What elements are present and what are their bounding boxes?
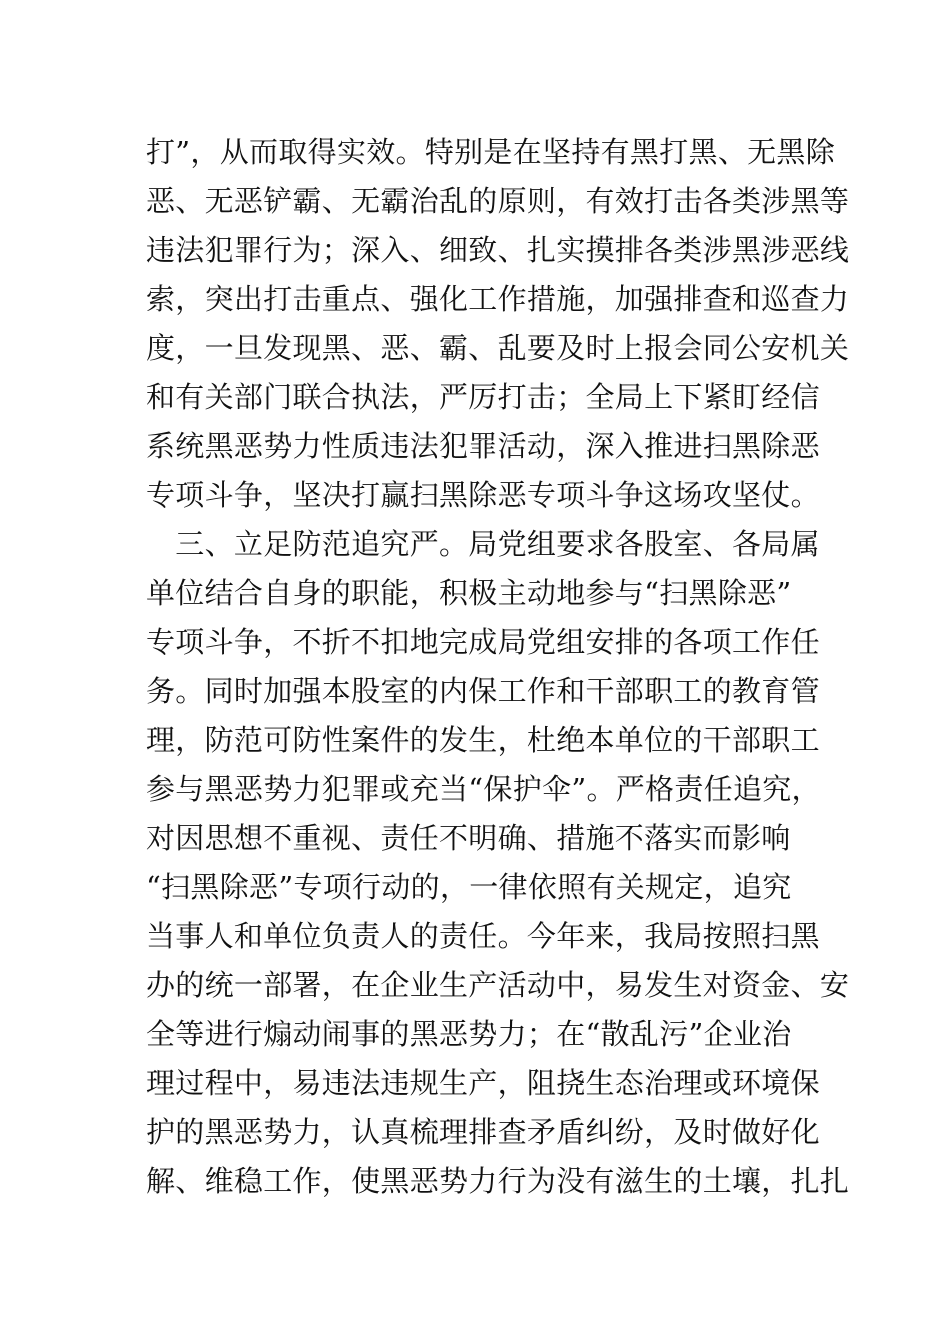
text-line: 系统黑恶势力性质违法犯罪活动，深入推进扫黑除恶 xyxy=(146,429,820,463)
text-line: 护的黑恶势力，认真梳理排查矛盾纠纷，及时做好化 xyxy=(146,1115,820,1149)
text-line: 务。同时加强本股室的内保工作和干部职工的教育管 xyxy=(146,674,820,708)
text-line: 违法犯罪行为；深入、细致、扎实摸排各类涉黑涉恶线 xyxy=(146,233,850,267)
text-line: 全等进行煽动闹事的黑恶势力；在“散乱污”企业治 xyxy=(146,1017,792,1051)
text-line: 理过程中，易违法违规生产，阻挠生态治理或环境保 xyxy=(146,1066,820,1100)
text-line: 索，突出打击重点、强化工作措施，加强排查和巡查力 xyxy=(146,282,850,316)
text-line: 单位结合自身的职能，积极主动地参与“扫黑除恶” xyxy=(146,576,792,610)
text-line: 办的统一部署，在企业生产活动中，易发生对资金、安 xyxy=(146,968,850,1002)
text-line: 理，防范可防性案件的发生，杜绝本单位的干部职工 xyxy=(146,723,820,757)
text-line: “扫黑除恶”专项行动的，一律依照有关规定，追究 xyxy=(146,870,792,904)
text-line: 参与黑恶势力犯罪或充当“保护伞”。严格责任追究， xyxy=(146,772,821,806)
text-line: 对因思想不重视、责任不明确、措施不落实而影响 xyxy=(146,821,791,855)
text-line: 解、维稳工作，使黑恶势力行为没有滋生的土壤，扎扎 xyxy=(146,1164,850,1198)
text-line: 度，一旦发现黑、恶、霸、乱要及时上报会同公安机关 xyxy=(146,331,850,365)
text-line: 和有关部门联合执法，严厉打击；全局上下紧盯经信 xyxy=(146,380,820,414)
paragraph-heading-line: 三、立足防范追究严。局党组要求各股室、各局属 xyxy=(146,527,820,561)
body-text xyxy=(146,128,850,1206)
text-line: 专项斗争，不折不扣地完成局党组安排的各项工作任 xyxy=(146,625,820,659)
text-line: 当事人和单位负责人的责任。今年来，我局按照扫黑 xyxy=(146,919,820,953)
text-line: 专项斗争，坚决打赢扫黑除恶专项斗争这场攻坚仗。 xyxy=(146,478,820,512)
text-line: 恶、无恶铲霸、无霸治乱的原则，有效打击各类涉黑等 xyxy=(146,184,850,218)
text-line: 打”，从而取得实效。特别是在坚持有黑打黑、无黑除 xyxy=(146,135,836,169)
